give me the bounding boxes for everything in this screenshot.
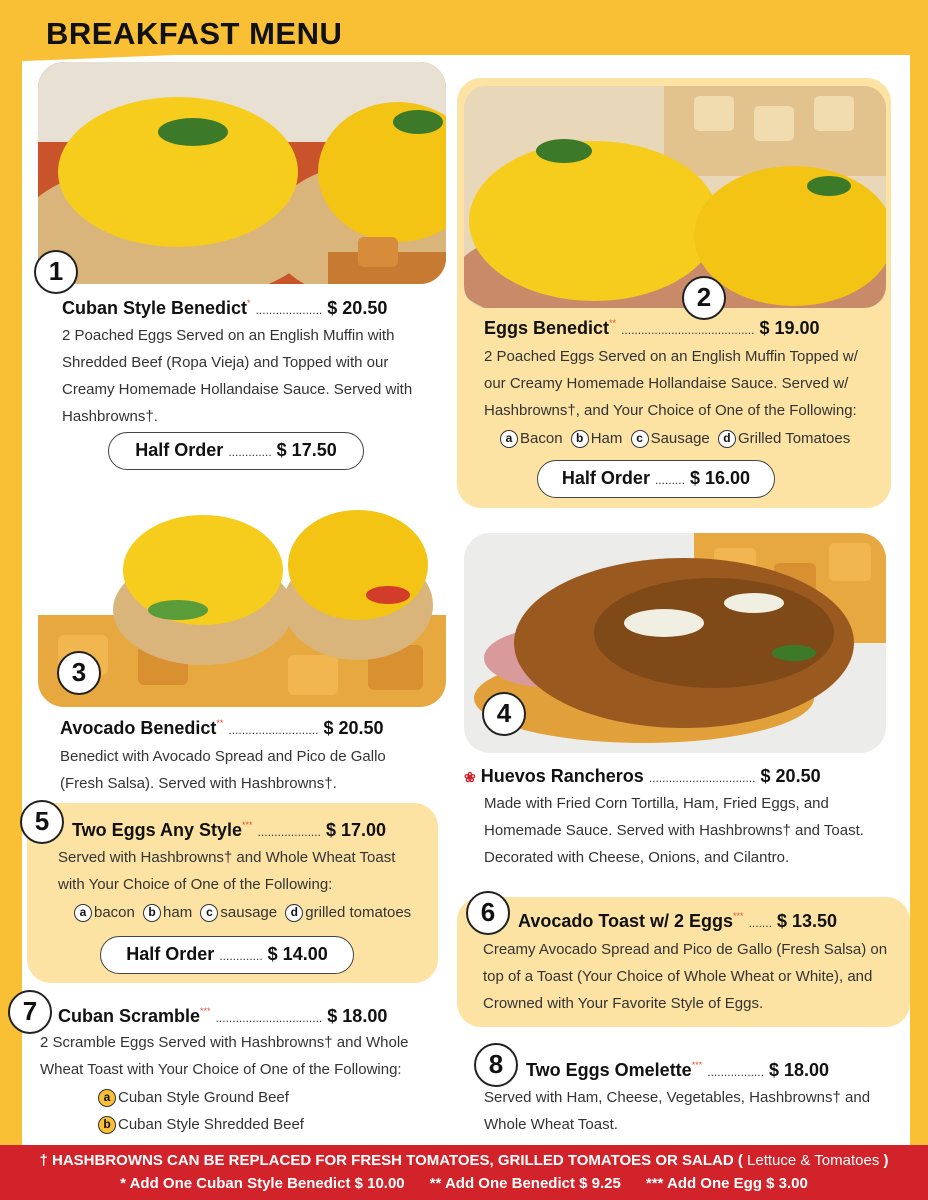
item-name: Two Eggs Any Style xyxy=(72,820,243,840)
item-title-eggs-benedict xyxy=(484,318,820,339)
desc-line: Served with Hashbrowns† and Whole Wheat Toast xyxy=(58,849,396,866)
desc-line: Shredded Beef (Ropa Vieja) and Topped with our xyxy=(62,354,389,371)
desc-line: 2 Poached Eggs Served on an English Muffin with xyxy=(62,327,395,344)
item-star: *** xyxy=(733,911,744,921)
item-desc-cuban-benedict xyxy=(62,322,452,430)
footer-note-2: ** Add One Benedict $ 9.25 xyxy=(429,1175,621,1192)
item-number-1: 1 xyxy=(34,250,78,294)
item-desc-avocado-toast xyxy=(483,936,903,1017)
item-dots: ........................................ xyxy=(621,323,755,337)
half-price: $ 14.00 xyxy=(267,944,328,964)
desc-line: Hashbrowns†, and Your Choice of One of the Following: xyxy=(484,402,857,419)
item-dots: .................... xyxy=(255,303,323,317)
option-letter: b xyxy=(143,904,161,922)
desc-line: Made with Fried Corn Tortilla, Ham, Fried Eggs, and xyxy=(484,795,829,812)
half-label: Half Order xyxy=(135,440,224,460)
desc-line: Hashbrowns†. xyxy=(62,408,158,425)
options-two-eggs-any-style xyxy=(70,899,440,926)
item-title-cuban-scramble xyxy=(58,1006,387,1027)
option-label: bacon xyxy=(94,904,135,921)
desc-line: Whole Wheat Toast. xyxy=(484,1116,618,1133)
item-number-8: 8 xyxy=(474,1043,518,1087)
item-price: $ 20.50 xyxy=(323,718,384,738)
option-letter: b xyxy=(571,430,589,448)
footer-banner xyxy=(0,1145,928,1200)
option-letter: a xyxy=(74,904,92,922)
item-name: Two Eggs Omelette xyxy=(526,1060,692,1080)
option-label: Sausage xyxy=(650,430,710,447)
option-letter: c xyxy=(631,430,649,448)
footer-paren: Lettuce & Tomatoes xyxy=(747,1152,880,1169)
item-name: Avocado Toast w/ 2 Eggs xyxy=(518,911,734,931)
item-name: Cuban Style Benedict xyxy=(62,298,248,318)
option-label: sausage xyxy=(220,904,278,921)
desc-line: Wheat Toast with Your Choice of One of the Following: xyxy=(40,1061,402,1078)
footer-hashbrowns-note: † HASHBROWNS CAN BE REPLACED FOR FRESH TOMATOES, GRILLED TOMATOES OR SALAD ( xyxy=(39,1152,743,1169)
item-desc-two-eggs-omelette xyxy=(484,1084,904,1138)
item-number-2: 2 xyxy=(682,276,726,320)
item-price: $ 19.00 xyxy=(759,318,820,338)
item-name: Avocado Benedict xyxy=(60,718,217,738)
item-dots: ........................... xyxy=(228,723,319,737)
desc-line: Crowned with Your Favorite Style of Eggs. xyxy=(483,995,764,1012)
option-label: Cuban Style Ground Beef xyxy=(118,1089,289,1106)
option-label: Ham xyxy=(590,430,623,447)
option-letter: b xyxy=(98,1116,116,1134)
photo-huevos-rancheros xyxy=(464,533,886,753)
item-desc-cuban-scramble xyxy=(40,1029,450,1083)
half-dots: ............. xyxy=(228,445,272,459)
options-eggs-benedict xyxy=(496,425,896,452)
option-label: grilled tomatoes xyxy=(305,904,412,921)
item-title-two-eggs-any-style xyxy=(72,820,386,841)
item-price: $ 13.50 xyxy=(776,911,837,931)
option-label: Bacon xyxy=(520,430,563,447)
item-number-7: 7 xyxy=(8,990,52,1034)
item-dots: ................................ xyxy=(648,771,756,785)
item-star: ** xyxy=(609,318,617,328)
item-title-huevos-rancheros xyxy=(464,766,821,787)
desc-line: Served with Ham, Cheese, Vegetables, Hashbrowns† and xyxy=(484,1089,871,1106)
item-desc-two-eggs-any-style xyxy=(58,844,438,898)
desc-line: Creamy Avocado Spread and Pico de Gallo (Fresh Salsa) on xyxy=(483,941,888,958)
footer-note-3: *** Add One Egg $ 3.00 xyxy=(645,1175,808,1192)
option-letter: a xyxy=(500,430,518,448)
item-title-avocado-benedict xyxy=(60,718,384,739)
item-number-6: 6 xyxy=(466,891,510,935)
item-dots: ................................ xyxy=(215,1011,323,1025)
desc-line: Decorated with Cheese, Onions, and Cilantro. xyxy=(484,849,790,866)
half-price: $ 17.50 xyxy=(276,440,337,460)
item-dots: ................. xyxy=(707,1065,764,1079)
footer-line-2 xyxy=(0,1175,928,1192)
item-price: $ 20.50 xyxy=(760,766,821,786)
option-label: Cuban Style Shredded Beef xyxy=(118,1116,304,1133)
footer-paren-end: ) xyxy=(883,1152,889,1169)
footer-line-1 xyxy=(0,1152,928,1169)
item-name: Eggs Benedict xyxy=(484,318,610,338)
item-title-two-eggs-omelette xyxy=(526,1060,829,1081)
desc-line: top of a Toast (Your Choice of Whole Wheat or White), and xyxy=(483,968,873,985)
item-star: *** xyxy=(691,1060,703,1070)
half-order-pill-2 xyxy=(537,460,775,498)
item-star: * xyxy=(247,298,251,308)
item-price: $ 18.00 xyxy=(768,1060,829,1080)
item-star: ** xyxy=(216,718,224,728)
desc-line: (Fresh Salsa). Served with Hashbrowns†. xyxy=(60,775,337,792)
desc-line: Benedict with Avocado Spread and Pico de Gallo xyxy=(60,748,386,765)
desc-line: Creamy Homemade Hollandaise Sauce. Served with xyxy=(62,381,413,398)
item-star: *** xyxy=(242,820,253,830)
item-title-cuban-benedict xyxy=(62,298,387,319)
desc-line: our Creamy Homemade Hollandaise Sauce. Served w/ xyxy=(484,375,849,392)
option-label: Grilled Tomatoes xyxy=(737,430,851,447)
footer-note-1: * Add One Cuban Style Benedict $ 10.00 xyxy=(120,1175,405,1192)
item-dots: ....... xyxy=(748,916,772,930)
chili-icon: ❀ xyxy=(464,769,476,785)
half-order-pill-5 xyxy=(100,936,354,974)
photo-cuban-benedict xyxy=(38,62,446,284)
item-name: Cuban Scramble xyxy=(58,1006,201,1026)
item-number-5: 5 xyxy=(20,800,64,844)
item-number-4: 4 xyxy=(482,692,526,736)
desc-line: Homemade Sauce. Served with Hashbrowns† and Toast. xyxy=(484,822,864,839)
item-price: $ 18.00 xyxy=(327,1006,388,1026)
half-label: Half Order xyxy=(126,944,215,964)
options-cuban-scramble xyxy=(94,1084,424,1138)
page-title: BREAKFAST MENU xyxy=(46,16,343,51)
half-dots: ......... xyxy=(654,473,685,487)
desc-line: with Your Choice of One of the Following: xyxy=(58,876,333,893)
half-order-pill-1 xyxy=(108,432,364,470)
option-letter: d xyxy=(285,904,303,922)
item-number-3: 3 xyxy=(57,651,101,695)
option-letter: c xyxy=(200,904,218,922)
item-desc-huevos-rancheros xyxy=(484,790,884,871)
photo-eggs-benedict xyxy=(464,86,886,308)
item-title-avocado-toast xyxy=(518,911,837,932)
half-dots: ............. xyxy=(219,949,263,963)
desc-line: 2 Scramble Eggs Served with Hashbrowns† and Whole xyxy=(40,1034,409,1051)
option-letter: d xyxy=(718,430,736,448)
item-dots: ................... xyxy=(257,825,321,839)
item-price: $ 17.00 xyxy=(325,820,386,840)
half-price: $ 16.00 xyxy=(690,468,751,488)
item-desc-eggs-benedict xyxy=(484,343,884,424)
half-label: Half Order xyxy=(561,468,650,488)
item-name: Huevos Rancheros xyxy=(480,766,644,786)
item-price: $ 20.50 xyxy=(327,298,388,318)
item-desc-avocado-benedict xyxy=(60,743,450,797)
item-star: *** xyxy=(200,1006,211,1016)
desc-line: 2 Poached Eggs Served on an English Muffin Topped w/ xyxy=(484,348,858,365)
option-label: ham xyxy=(163,904,193,921)
option-letter: a xyxy=(98,1089,116,1107)
